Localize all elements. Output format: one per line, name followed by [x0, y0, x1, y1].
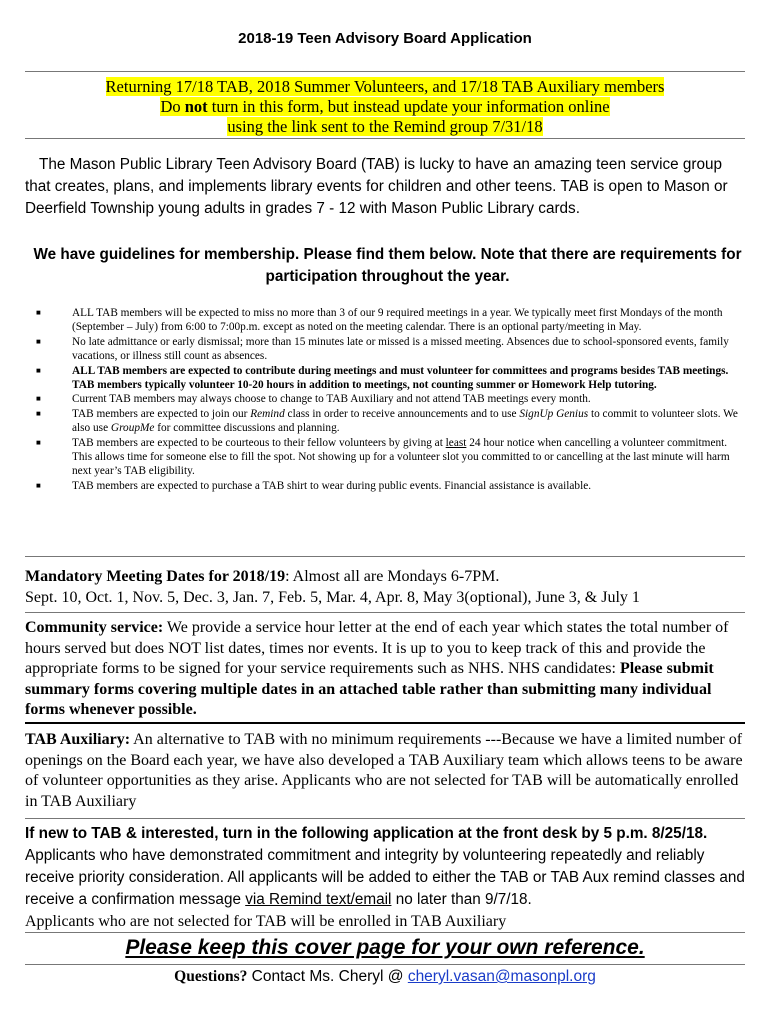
list-item	[36, 436, 746, 479]
application-instructions	[25, 823, 750, 933]
community-service-text: We provide a service hour letter at the end of each year which states the total number of hours served but does NOT list dates, times nor events. It is up to you to keep track of this and provide the appropriate forms to be signed for your service requirements such as NHS. NHS candidates:	[25, 619, 729, 677]
notice-text: Do	[160, 97, 185, 116]
divider	[25, 964, 745, 965]
reference-note: Please keep this cover page for your own reference.	[125, 936, 645, 959]
application-deadline: If new to TAB & interested, turn in the following application at the front desk by 5 p.m. 8/25/18.	[25, 825, 708, 842]
bullet-icon: ■	[36, 437, 41, 447]
rule-text: Current TAB members may always choose to change to TAB Auxiliary and not attend TAB meetings every month.	[72, 393, 591, 406]
bullet-icon: ■	[36, 308, 41, 317]
intro-text: The Mason Public Library Teen Advisory Board (TAB) is lucky to have an amazing teen service group that creates, plans, and implements library events for children and other teens. TAB is open to Mason or Deerfield Township young adults in grades 7 - 12 with Mason Public Library cards.	[25, 156, 728, 217]
application-text: Applicants who have demonstrated commitment and integrity by volunteering repeatedly and reliably receive priority consideration. All applicants will be added to either the TAB or TAB Aux remind classes and receive a confirmation message	[25, 847, 745, 908]
contact-line	[0, 968, 770, 986]
bullet-icon: ■	[36, 336, 41, 346]
divider	[25, 722, 745, 724]
intro-paragraph	[25, 154, 750, 220]
membership-rules-list	[36, 306, 746, 493]
divider	[25, 556, 745, 557]
tab-auxiliary-section	[25, 730, 750, 812]
rule-text: class in order to receive announcements and to use	[284, 407, 520, 420]
notice-emphasis: not	[184, 97, 208, 116]
bullet-icon: ■	[36, 365, 41, 375]
groupme-name: GroupMe	[110, 422, 155, 435]
meeting-dates-text: : Almost all are Mondays 6-7PM.	[285, 568, 500, 585]
divider	[25, 138, 745, 139]
meeting-dates-list: Sept. 10, Oct. 1, Nov. 5, Dec. 3, Jan. 7, Feb. 5, Mar. 4, Apr. 8, May 3(optional), June 3, & July 1	[25, 588, 640, 606]
rule-text: TAB members are expected to be courteous to their fellow volunteers by giving at	[72, 436, 446, 449]
contact-email-link[interactable]: cheryl.vasan@masonpl.org	[407, 968, 596, 985]
rule-text: ALL TAB members are expected to contribute during meetings and must volunteer for committees and programs besides TAB meetings. TAB members typically volunteer 10-20 hours in addition to meetings, not counting summer or Homework Help tutoring.	[72, 364, 729, 392]
application-text: no later than 9/7/18.	[391, 891, 532, 908]
list-item	[36, 479, 746, 493]
contact-text: Contact Ms. Cheryl @	[247, 968, 408, 985]
rule-text: TAB members are expected to purchase a TAB shirt to wear during public events. Financial assistance is available.	[72, 479, 592, 492]
remind-app-name: Remind	[250, 407, 285, 420]
rule-emphasis: least	[445, 436, 467, 449]
rule-text: No late admittance or early dismissal; more than 15 minutes late or missed is a missed meeting. Absences due to school-sponsored events, family vacations, or illness still count as absences.	[72, 335, 729, 363]
notice-line-3: using the link sent to the Remind group 7/31/18	[227, 117, 543, 136]
divider	[25, 818, 745, 819]
list-item	[36, 407, 746, 436]
meeting-dates-section	[25, 567, 750, 608]
community-service-label: Community service:	[25, 619, 164, 636]
signup-genius-name: SignUp Genius	[519, 407, 589, 420]
page-title: 2018-19 Teen Advisory Board Application	[238, 30, 532, 47]
community-service-emphasis: Please submit summary forms covering multiple dates in an attached table rather than submitting many individual forms whenever possible.	[25, 660, 714, 718]
tab-auxiliary-label: TAB Auxiliary:	[25, 731, 131, 748]
rule-text: ALL TAB members will be expected to miss no more than 3 of our 9 required meetings in a year. We typically meet first Mondays of the month (September – July) from 6:00 to 7:00p.m. except as noted on the meeting calendar. There is an optional party/meeting in May.	[72, 307, 723, 334]
rule-text: to commit to volunteer slots. We also use	[72, 407, 738, 435]
notice-line-2	[160, 97, 609, 116]
divider	[25, 71, 745, 72]
divider	[25, 932, 745, 933]
notice-line-1: Returning 17/18 TAB, 2018 Summer Volunteers, and 17/18 TAB Auxiliary members	[105, 77, 665, 96]
bullet-icon: ■	[36, 394, 41, 404]
list-item	[36, 392, 746, 406]
questions-label: Questions?	[174, 968, 248, 985]
list-item	[36, 306, 746, 335]
bullet-icon: ■	[36, 480, 41, 490]
rule-text: TAB members are expected to join our	[72, 407, 251, 420]
rule-text: 24 hour notice when cancelling a volunteer commitment. This allows time for someone else to fill the spot. Not showing up for a volunteer slot you committed to or cancelling at the last minute will harm next year’s TAB eligibility.	[72, 436, 730, 478]
list-item	[36, 335, 746, 364]
meeting-dates-label: Mandatory Meeting Dates for 2018/19	[25, 568, 286, 585]
list-item	[36, 364, 746, 393]
guidelines-heading: We have guidelines for membership. Please find them below. Note that there are requirements for participation throughout the year.	[33, 246, 742, 285]
notice-text: turn in this form, but instead update your information online	[207, 97, 610, 116]
rule-text: for committee discussions and planning.	[154, 422, 340, 435]
application-enrollment-note: Applicants who are not selected for TAB will be enrolled in TAB Auxiliary	[25, 913, 507, 930]
remind-text-email: via Remind text/email	[245, 891, 392, 908]
tab-auxiliary-text: An alternative to TAB with no minimum requirements ---Because we have a limited number of openings on the Board each year, we have also developed a TAB Auxiliary team which allows teens to be aware of volunteer opportunities as they arise. Applicants who are not selected for TAB will be automatically enrolled in TAB Auxiliary	[25, 731, 743, 810]
community-service-section	[25, 618, 750, 721]
divider	[25, 612, 745, 613]
bullet-icon: ■	[36, 408, 41, 418]
returning-members-notice	[25, 77, 745, 137]
